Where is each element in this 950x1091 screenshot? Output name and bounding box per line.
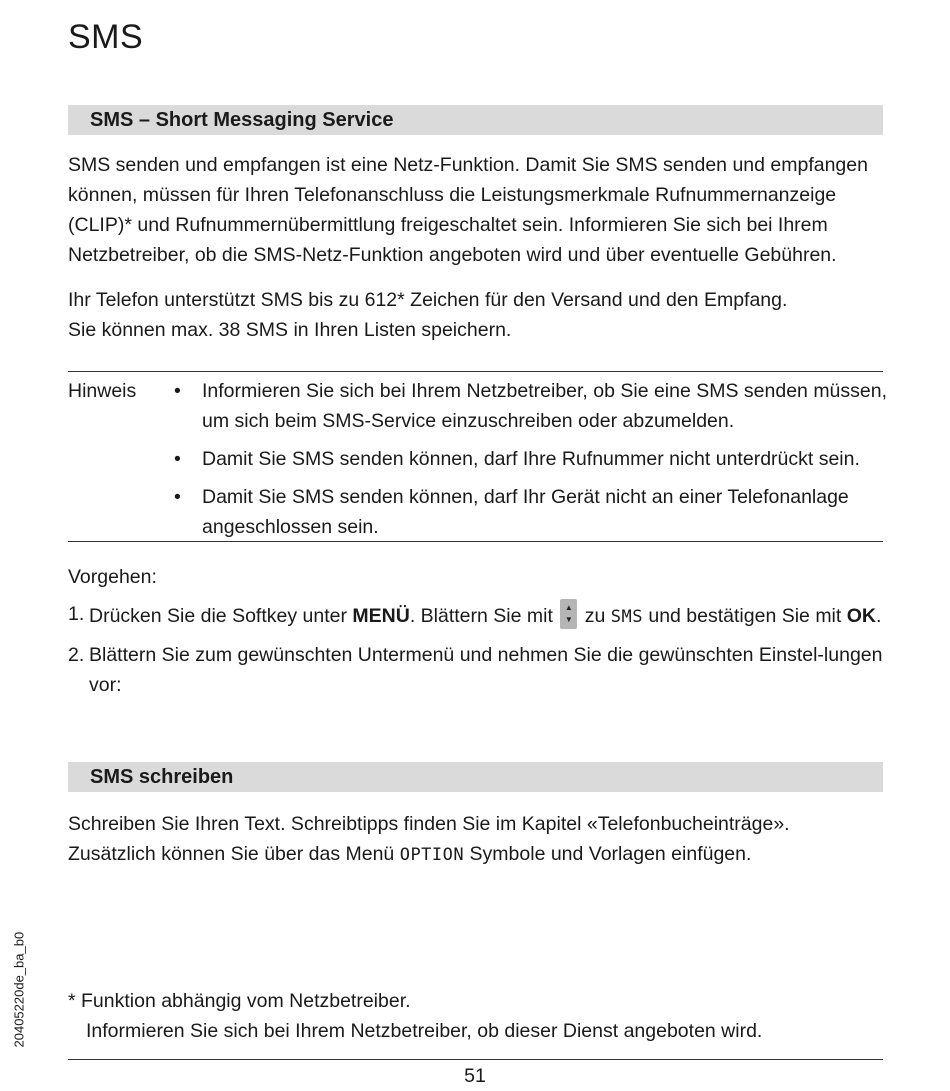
write-line-2	[68, 839, 888, 870]
capacity-line-1: Ihr Telefon unterstützt SMS bis zu 612* Zeichen für den Versand und den Empfang.	[68, 289, 788, 311]
ok-keyword: OK	[846, 605, 876, 627]
note-label: Hinweis	[68, 380, 137, 402]
document-code: 20405220de_ba_b0	[11, 931, 27, 1048]
footer-rule	[68, 1059, 883, 1060]
up-down-navigation-key-icon: ▲ ▼	[560, 599, 577, 629]
write-paragraph	[68, 809, 888, 870]
procedure-steps	[68, 599, 888, 708]
intro-text: SMS senden und empfangen ist eine Netz-Funktion. Damit Sie SMS senden und empfangen können, müssen für Ihren Telefonanschluss die Leistungsmerkmale Rufnummernanzeige (CLIP)* und Rufnummernübermittlung freigeschaltet sein. Informieren Sie sich bei Ihrem Netzbetreiber, ob die SMS-Netz-Funktion angeboten wird und über eventuelle Gebühren.	[68, 154, 868, 266]
display-text-sms: SMS	[610, 607, 643, 627]
step-number: 2.	[68, 644, 85, 666]
step-text: zu	[579, 605, 611, 627]
menu-keyword: MENÜ	[352, 605, 410, 627]
page-title: SMS	[68, 18, 144, 56]
footnote	[68, 986, 888, 1046]
note-item: • Damit Sie SMS senden können, darf Ihr Gerät nicht an einer Telefonanlage angeschlossen sein.	[172, 482, 887, 542]
section-heading-sms-service: SMS – Short Messaging Service	[68, 105, 883, 135]
footnote-line-1: * Funktion abhängig vom Netzbetreiber.	[68, 990, 411, 1012]
procedure-step-1	[68, 599, 888, 632]
note-top-rule	[68, 371, 883, 372]
capacity-line-2: Sie können max. 38 SMS in Ihren Listen speichern.	[68, 319, 512, 341]
note-list	[172, 376, 887, 550]
write-line-1: Schreiben Sie Ihren Text. Schreibtipps finden Sie im Kapitel «Telefonbucheinträge».	[68, 813, 790, 835]
note-item: • Damit Sie SMS senden können, darf Ihre Rufnummer nicht unterdrückt sein.	[172, 444, 887, 474]
display-text-option: OPTION	[399, 845, 465, 865]
section-heading-sms-write: SMS schreiben	[68, 762, 883, 792]
note-item: • Informieren Sie sich bei Ihrem Netzbetreiber, ob Sie eine SMS senden müssen, um sich beim SMS-Service einzuschreiben oder abzumelden.	[172, 376, 887, 436]
capacity-paragraph	[68, 285, 888, 345]
write-text: Symbole und Vorlagen einfügen.	[464, 843, 752, 865]
page-number: 51	[464, 1065, 486, 1087]
procedure-label: Vorgehen:	[68, 566, 157, 588]
write-text: Zusätzlich können Sie über das Menü	[68, 843, 400, 865]
note-bottom-rule	[68, 541, 883, 542]
step-text: Drücken Sie die Softkey unter	[89, 605, 353, 627]
footnote-line-2: Informieren Sie sich bei Ihrem Netzbetreiber, ob dieser Dienst angeboten wird.	[86, 1020, 763, 1042]
step-text: und bestätigen Sie mit	[642, 605, 847, 627]
step-text: .	[875, 605, 882, 627]
procedure-step-2	[68, 640, 888, 700]
step-text: . Blättern Sie mit	[409, 605, 559, 627]
intro-paragraph	[68, 150, 888, 270]
step-text: Blättern Sie zum gewünschten Untermenü und nehmen Sie die gewünschten Einstel-lungen vor:	[89, 644, 883, 696]
step-number: 1.	[68, 603, 85, 625]
